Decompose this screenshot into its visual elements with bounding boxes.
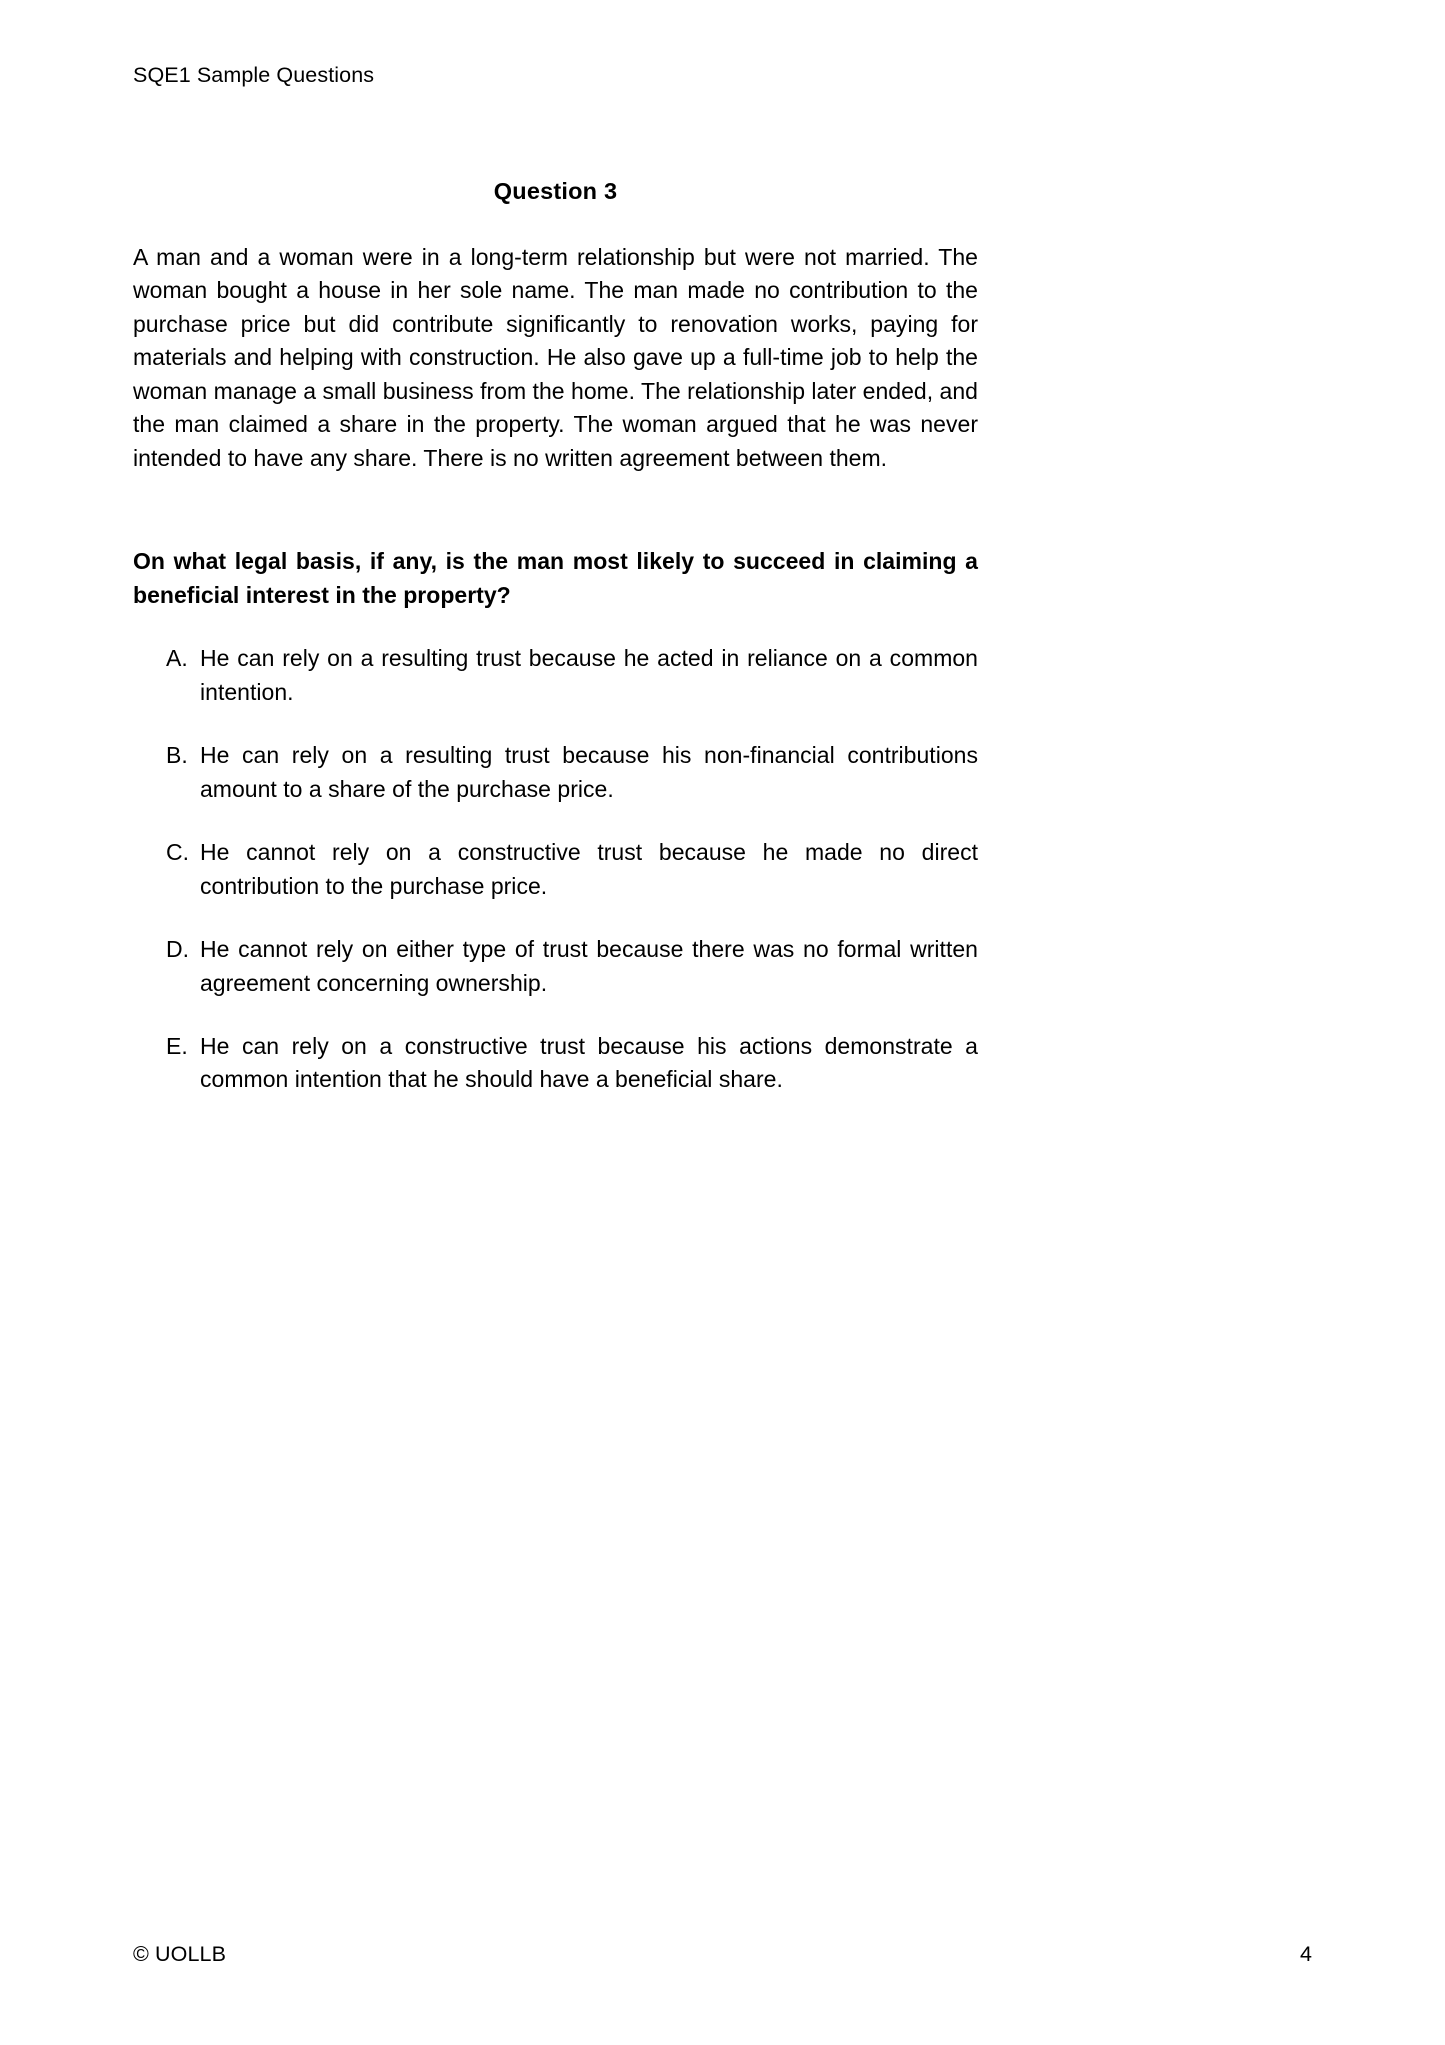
answer-options-list (133, 642, 978, 1097)
page-title: Question 3 (493, 178, 618, 204)
answer-option-d[interactable] (133, 933, 978, 1000)
option-text-a: He can rely on a resulting trust because he acted in reliance on a common intention. (200, 645, 978, 705)
answer-option-a[interactable] (133, 642, 978, 709)
copyright-notice: © UOLLB (133, 1942, 227, 1966)
option-text-b: He can rely on a resulting trust because his non-financial contributions amount to a share of the purchase price. (200, 742, 978, 802)
option-letter-b: B. (166, 742, 188, 769)
option-text-c: He cannot rely on a constructive trust because he made no direct contribution to the purchase price. (200, 839, 978, 899)
option-text-e: He can rely on a constructive trust because his actions demonstrate a common intention that he should have a beneficial share. (200, 1032, 978, 1093)
running-header: SQE1 Sample Questions (133, 63, 375, 87)
answer-option-e[interactable] (133, 1030, 978, 1097)
option-letter-a: A. (166, 645, 188, 672)
option-text-d: He cannot rely on either type of trust because there was no formal written agreement concerning ownership. (200, 936, 978, 996)
option-letter-d: D. (166, 936, 190, 963)
page-footer (133, 1942, 1312, 1967)
page-number: 4 (1299, 1942, 1312, 1966)
scenario-paragraph: A man and a woman were in a long-term relationship but were not married. The woman bought a house in her sole name. The man made no contribution to the purchase price but did contribute significantly to renovation works, paying for materials and helping with construction. He also gave up a full-time job to help the woman manage a small business from the home. The relationship later ended, and the man claimed a share in the property. The woman argued that he was never intended to have any share. There is no written agreement between them. (133, 244, 978, 471)
answer-option-c[interactable] (133, 836, 978, 903)
answer-option-b[interactable] (133, 739, 978, 806)
question-content (133, 178, 978, 1097)
option-letter-e: E. (166, 1032, 188, 1059)
question-stem: On what legal basis, if any, is the man most likely to succeed in claiming a beneficial interest in the property? (133, 548, 978, 608)
option-letter-c: C. (166, 839, 190, 866)
